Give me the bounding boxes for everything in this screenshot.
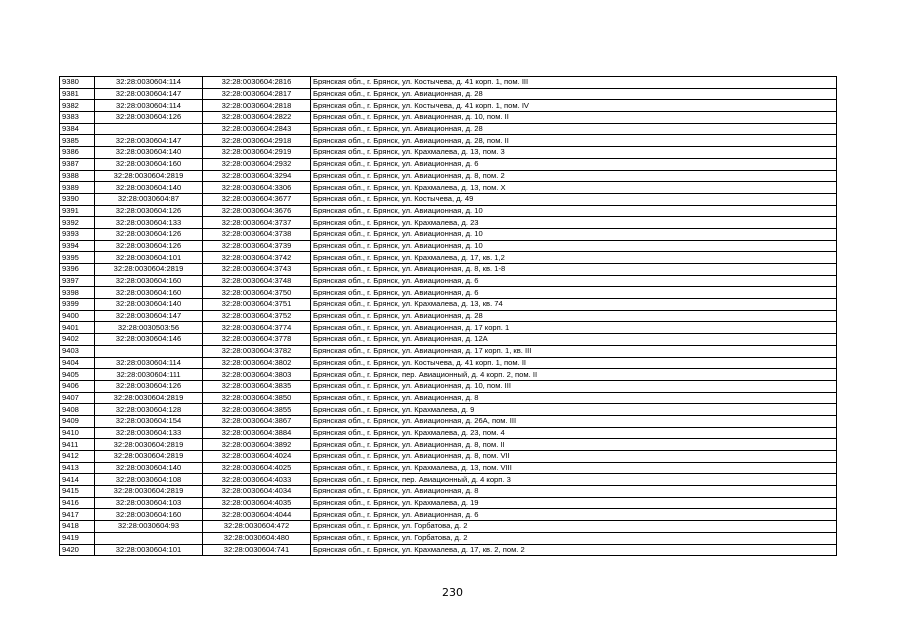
- table-row: [60, 392, 837, 404]
- table-row: [60, 299, 837, 311]
- table-row: [60, 77, 837, 89]
- object-number-cell: 32:28:0030604:3867: [203, 415, 311, 427]
- parcel-number-cell: 32:28:0030604:87: [95, 193, 203, 205]
- table-row: [60, 380, 837, 392]
- address-cell: Брянская обл., г. Брянск, ул. Авиационная, д. 8, пом. 2: [311, 170, 837, 182]
- address-cell: Брянская обл., г. Брянск, пер. Авиационный, д. 4 корп. 3: [311, 474, 837, 486]
- row-number-cell: 9417: [60, 509, 95, 521]
- parcel-number-cell: 32:28:0030604:2819: [95, 264, 203, 276]
- object-number-cell: 32:28:0030604:3676: [203, 205, 311, 217]
- address-cell: Брянская обл., г. Брянск, ул. Авиационная, д. 26А, пом. III: [311, 415, 837, 427]
- parcel-number-cell: 32:28:0030604:160: [95, 509, 203, 521]
- row-number-cell: 9388: [60, 170, 95, 182]
- table-row: [60, 193, 837, 205]
- row-number-cell: 9410: [60, 427, 95, 439]
- parcel-number-cell: 32:28:0030604:101: [95, 544, 203, 556]
- parcel-number-cell: [95, 123, 203, 135]
- row-number-cell: 9418: [60, 521, 95, 533]
- table-row: [60, 135, 837, 147]
- table-row: [60, 147, 837, 159]
- row-number-cell: 9419: [60, 532, 95, 544]
- row-number-cell: 9393: [60, 228, 95, 240]
- table-row: [60, 486, 837, 498]
- object-number-cell: 32:28:0030604:2818: [203, 100, 311, 112]
- row-number-cell: 9403: [60, 345, 95, 357]
- table-row: [60, 100, 837, 112]
- parcel-number-cell: 32:28:0030604:93: [95, 521, 203, 533]
- address-cell: Брянская обл., г. Брянск, ул. Авиационная, д. 28, пом. II: [311, 135, 837, 147]
- table-row: [60, 544, 837, 556]
- object-number-cell: 32:28:0030604:3802: [203, 357, 311, 369]
- object-number-cell: 32:28:0030604:4034: [203, 486, 311, 498]
- row-number-cell: 9408: [60, 404, 95, 416]
- parcel-number-cell: 32:28:0030604:126: [95, 380, 203, 392]
- object-number-cell: 32:28:0030604:3677: [203, 193, 311, 205]
- row-number-cell: 9383: [60, 112, 95, 124]
- row-number-cell: 9404: [60, 357, 95, 369]
- table-row: [60, 170, 837, 182]
- row-number-cell: 9416: [60, 497, 95, 509]
- parcel-number-cell: 32:28:0030604:2819: [95, 451, 203, 463]
- row-number-cell: 9384: [60, 123, 95, 135]
- table-row: [60, 310, 837, 322]
- table-row: [60, 217, 837, 229]
- address-cell: Брянская обл., г. Брянск, ул. Крахмалева, д. 17, кв. 1,2: [311, 252, 837, 264]
- parcel-number-cell: 32:28:0030604:160: [95, 158, 203, 170]
- table-row: [60, 182, 837, 194]
- address-cell: Брянская обл., г. Брянск, ул. Костычева, д. 41 корп. 1, пом. IV: [311, 100, 837, 112]
- table-row: [60, 369, 837, 381]
- parcel-number-cell: 32:28:0030604:108: [95, 474, 203, 486]
- parcel-number-cell: 32:28:0030604:2819: [95, 486, 203, 498]
- address-cell: Брянская обл., г. Брянск, ул. Авиационная, д. 6: [311, 287, 837, 299]
- address-cell: Брянская обл., г. Брянск, ул. Авиационная, д. 8, кв. 1-8: [311, 264, 837, 276]
- table-row: [60, 158, 837, 170]
- object-number-cell: 32:28:0030604:4025: [203, 462, 311, 474]
- row-number-cell: 9392: [60, 217, 95, 229]
- parcel-number-cell: 32:28:0030604:114: [95, 100, 203, 112]
- parcel-number-cell: 32:28:0030503:56: [95, 322, 203, 334]
- address-cell: Брянская обл., г. Брянск, ул. Костычева, д. 49: [311, 193, 837, 205]
- object-number-cell: 32:28:0030604:3748: [203, 275, 311, 287]
- parcel-number-cell: 32:28:0030604:114: [95, 77, 203, 89]
- address-cell: Брянская обл., г. Брянск, ул. Авиационная, д. 28: [311, 88, 837, 100]
- parcel-number-cell: 32:28:0030604:126: [95, 205, 203, 217]
- address-cell: Брянская обл., г. Брянск, пер. Авиационный, д. 4 корп. 2, пом. II: [311, 369, 837, 381]
- row-number-cell: 9413: [60, 462, 95, 474]
- object-number-cell: 32:28:0030604:3855: [203, 404, 311, 416]
- object-number-cell: 32:28:0030604:3750: [203, 287, 311, 299]
- object-number-cell: 32:28:0030604:4044: [203, 509, 311, 521]
- object-number-cell: 32:28:0030604:2816: [203, 77, 311, 89]
- object-number-cell: 32:28:0030604:2843: [203, 123, 311, 135]
- object-number-cell: 32:28:0030604:3738: [203, 228, 311, 240]
- parcel-number-cell: 32:28:0030604:103: [95, 497, 203, 509]
- cadastral-table: [59, 76, 837, 556]
- parcel-number-cell: 32:28:0030604:133: [95, 427, 203, 439]
- address-cell: Брянская обл., г. Брянск, ул. Авиационная, д. 17 корп. 1, кв. III: [311, 345, 837, 357]
- address-cell: Брянская обл., г. Брянск, ул. Костычева, д. 41 корп. 1, пом. III: [311, 77, 837, 89]
- row-number-cell: 9396: [60, 264, 95, 276]
- parcel-number-cell: 32:28:0030604:133: [95, 217, 203, 229]
- table-row: [60, 287, 837, 299]
- object-number-cell: 32:28:0030604:4033: [203, 474, 311, 486]
- address-cell: Брянская обл., г. Брянск, ул. Авиационная, д. 10: [311, 205, 837, 217]
- parcel-number-cell: 32:28:0030604:160: [95, 275, 203, 287]
- object-number-cell: 32:28:0030604:3892: [203, 439, 311, 451]
- parcel-number-cell: 32:28:0030604:128: [95, 404, 203, 416]
- address-cell: Брянская обл., г. Брянск, ул. Авиационная, д. 6: [311, 509, 837, 521]
- address-cell: Брянская обл., г. Брянск, ул. Авиационная, д. 8: [311, 392, 837, 404]
- row-number-cell: 9407: [60, 392, 95, 404]
- row-number-cell: 9401: [60, 322, 95, 334]
- table-row: [60, 88, 837, 100]
- address-cell: Брянская обл., г. Брянск, ул. Авиационная, д. 6: [311, 275, 837, 287]
- object-number-cell: 32:28:0030604:3306: [203, 182, 311, 194]
- row-number-cell: 9399: [60, 299, 95, 311]
- parcel-number-cell: 32:28:0030604:2819: [95, 439, 203, 451]
- parcel-number-cell: 32:28:0030604:140: [95, 147, 203, 159]
- address-cell: Брянская обл., г. Брянск, ул. Костычева, д. 41 корп. 1, пом. II: [311, 357, 837, 369]
- object-number-cell: 32:28:0030604:3294: [203, 170, 311, 182]
- address-cell: Брянская обл., г. Брянск, ул. Авиационная, д. 6: [311, 158, 837, 170]
- object-number-cell: 32:28:0030604:3751: [203, 299, 311, 311]
- parcel-number-cell: 32:28:0030604:114: [95, 357, 203, 369]
- address-cell: Брянская обл., г. Брянск, ул. Крахмалева, д. 23, пом. 4: [311, 427, 837, 439]
- parcel-number-cell: 32:28:0030604:101: [95, 252, 203, 264]
- table-row: [60, 112, 837, 124]
- object-number-cell: 32:28:0030604:4024: [203, 451, 311, 463]
- address-cell: Брянская обл., г. Брянск, ул. Авиационная, д. 12А: [311, 334, 837, 346]
- address-cell: Брянская обл., г. Брянск, ул. Авиационная, д. 10, пом. II: [311, 112, 837, 124]
- parcel-number-cell: 32:28:0030604:2819: [95, 392, 203, 404]
- row-number-cell: 9381: [60, 88, 95, 100]
- address-cell: Брянская обл., г. Брянск, ул. Авиационная, д. 8: [311, 486, 837, 498]
- address-cell: Брянская обл., г. Брянск, ул. Авиационная, д. 10: [311, 240, 837, 252]
- row-number-cell: 9391: [60, 205, 95, 217]
- row-number-cell: 9386: [60, 147, 95, 159]
- row-number-cell: 9387: [60, 158, 95, 170]
- row-number-cell: 9409: [60, 415, 95, 427]
- address-cell: Брянская обл., г. Брянск, ул. Авиационная, д. 8, пом. II: [311, 439, 837, 451]
- table-row: [60, 334, 837, 346]
- page-number: 230: [442, 586, 463, 599]
- address-cell: Брянская обл., г. Брянск, ул. Авиационная, д. 10: [311, 228, 837, 240]
- object-number-cell: 32:28:0030604:2919: [203, 147, 311, 159]
- table-row: [60, 123, 837, 135]
- parcel-number-cell: 32:28:0030604:140: [95, 182, 203, 194]
- parcel-number-cell: [95, 532, 203, 544]
- object-number-cell: 32:28:0030604:2932: [203, 158, 311, 170]
- address-cell: Брянская обл., г. Брянск, ул. Горбатова, д. 2: [311, 521, 837, 533]
- parcel-number-cell: 32:28:0030604:147: [95, 88, 203, 100]
- parcel-number-cell: 32:28:0030604:154: [95, 415, 203, 427]
- table-row: [60, 439, 837, 451]
- address-cell: Брянская обл., г. Брянск, ул. Крахмалева, д. 19: [311, 497, 837, 509]
- parcel-number-cell: 32:28:0030604:111: [95, 369, 203, 381]
- object-number-cell: 32:28:0030604:3743: [203, 264, 311, 276]
- address-cell: Брянская обл., г. Брянск, ул. Горбатова, д. 2: [311, 532, 837, 544]
- row-number-cell: 9414: [60, 474, 95, 486]
- parcel-number-cell: 32:28:0030604:126: [95, 228, 203, 240]
- parcel-number-cell: [95, 345, 203, 357]
- object-number-cell: 32:28:0030604:3778: [203, 334, 311, 346]
- row-number-cell: 9397: [60, 275, 95, 287]
- address-cell: Брянская обл., г. Брянск, ул. Авиационная, д. 28: [311, 310, 837, 322]
- object-number-cell: 32:28:0030604:4035: [203, 497, 311, 509]
- row-number-cell: 9402: [60, 334, 95, 346]
- object-number-cell: 32:28:0030604:3737: [203, 217, 311, 229]
- parcel-number-cell: 32:28:0030604:140: [95, 299, 203, 311]
- parcel-number-cell: 32:28:0030604:147: [95, 310, 203, 322]
- table-row: [60, 357, 837, 369]
- row-number-cell: 9395: [60, 252, 95, 264]
- address-cell: Брянская обл., г. Брянск, ул. Авиационная, д. 8, пом. VII: [311, 451, 837, 463]
- table-row: [60, 240, 837, 252]
- table-row: [60, 415, 837, 427]
- object-number-cell: 32:28:0030604:3884: [203, 427, 311, 439]
- row-number-cell: 9406: [60, 380, 95, 392]
- table-row: [60, 322, 837, 334]
- table-row: [60, 497, 837, 509]
- object-number-cell: 32:28:0030604:2817: [203, 88, 311, 100]
- table-row: [60, 462, 837, 474]
- parcel-number-cell: 32:28:0030604:126: [95, 112, 203, 124]
- object-number-cell: 32:28:0030604:3774: [203, 322, 311, 334]
- object-number-cell: 32:28:0030604:480: [203, 532, 311, 544]
- table-row: [60, 264, 837, 276]
- address-cell: Брянская обл., г. Брянск, ул. Крахмалева, д. 23: [311, 217, 837, 229]
- table-row: [60, 451, 837, 463]
- address-cell: Брянская обл., г. Брянск, ул. Крахмалева, д. 9: [311, 404, 837, 416]
- address-cell: Брянская обл., г. Брянск, ул. Крахмалева, д. 17, кв. 2, пом. 2: [311, 544, 837, 556]
- object-number-cell: 32:28:0030604:472: [203, 521, 311, 533]
- table-row: [60, 521, 837, 533]
- object-number-cell: 32:28:0030604:3752: [203, 310, 311, 322]
- parcel-number-cell: 32:28:0030604:146: [95, 334, 203, 346]
- table-row: [60, 205, 837, 217]
- row-number-cell: 9400: [60, 310, 95, 322]
- address-cell: Брянская обл., г. Брянск, ул. Крахмалева, д. 13, кв. 74: [311, 299, 837, 311]
- object-number-cell: 32:28:0030604:2822: [203, 112, 311, 124]
- object-number-cell: 32:28:0030604:3782: [203, 345, 311, 357]
- row-number-cell: 9382: [60, 100, 95, 112]
- parcel-number-cell: 32:28:0030604:2819: [95, 170, 203, 182]
- address-cell: Брянская обл., г. Брянск, ул. Авиационная, д. 28: [311, 123, 837, 135]
- row-number-cell: 9415: [60, 486, 95, 498]
- row-number-cell: 9420: [60, 544, 95, 556]
- object-number-cell: 32:28:0030604:3835: [203, 380, 311, 392]
- address-cell: Брянская обл., г. Брянск, ул. Авиационная, д. 10, пом. III: [311, 380, 837, 392]
- object-number-cell: 32:28:0030604:3850: [203, 392, 311, 404]
- table-row: [60, 509, 837, 521]
- row-number-cell: 9412: [60, 451, 95, 463]
- table-row: [60, 252, 837, 264]
- parcel-number-cell: 32:28:0030604:147: [95, 135, 203, 147]
- object-number-cell: 32:28:0030604:3803: [203, 369, 311, 381]
- table-row: [60, 345, 837, 357]
- row-number-cell: 9398: [60, 287, 95, 299]
- row-number-cell: 9390: [60, 193, 95, 205]
- table-row: [60, 404, 837, 416]
- address-cell: Брянская обл., г. Брянск, ул. Крахмалева, д. 13, пом. VIII: [311, 462, 837, 474]
- row-number-cell: 9394: [60, 240, 95, 252]
- address-cell: Брянская обл., г. Брянск, ул. Крахмалева, д. 13, пом. X: [311, 182, 837, 194]
- table-row: [60, 474, 837, 486]
- parcel-number-cell: 32:28:0030604:126: [95, 240, 203, 252]
- object-number-cell: 32:28:0030604:741: [203, 544, 311, 556]
- object-number-cell: 32:28:0030604:3742: [203, 252, 311, 264]
- object-number-cell: 32:28:0030604:3739: [203, 240, 311, 252]
- table-row: [60, 228, 837, 240]
- row-number-cell: 9405: [60, 369, 95, 381]
- table-body: [60, 77, 837, 556]
- table-row: [60, 532, 837, 544]
- row-number-cell: 9411: [60, 439, 95, 451]
- table-row: [60, 427, 837, 439]
- address-cell: Брянская обл., г. Брянск, ул. Авиационная, д. 17 корп. 1: [311, 322, 837, 334]
- row-number-cell: 9380: [60, 77, 95, 89]
- row-number-cell: 9389: [60, 182, 95, 194]
- address-cell: Брянская обл., г. Брянск, ул. Крахмалева, д. 13, пом. 3: [311, 147, 837, 159]
- row-number-cell: 9385: [60, 135, 95, 147]
- object-number-cell: 32:28:0030604:2918: [203, 135, 311, 147]
- table-row: [60, 275, 837, 287]
- parcel-number-cell: 32:28:0030604:140: [95, 462, 203, 474]
- parcel-number-cell: 32:28:0030604:160: [95, 287, 203, 299]
